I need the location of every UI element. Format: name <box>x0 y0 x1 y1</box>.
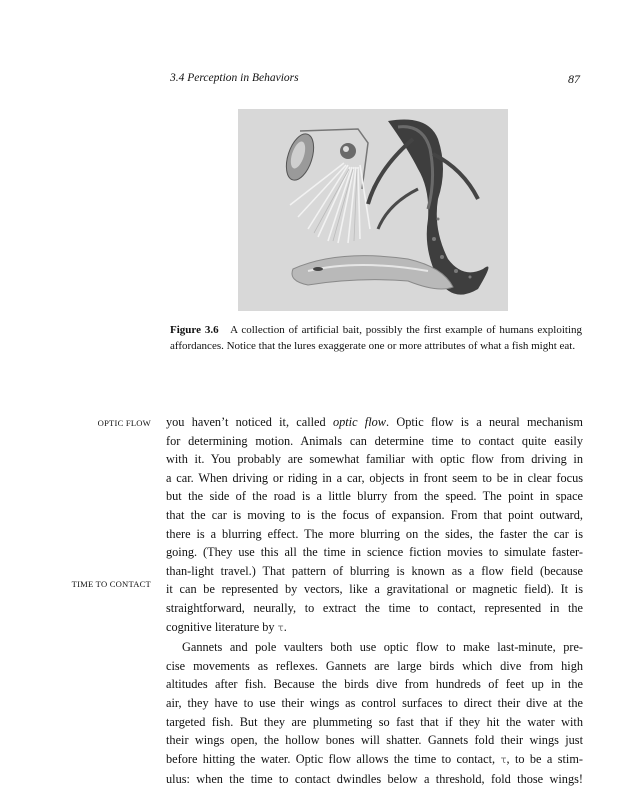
lures-illustration <box>238 109 508 311</box>
figure-caption-text: A collection of artificial bait, possibly the first example of humans exploiting affordances. Notice that the lures exaggerate one or more attributes of what a fish might eat. <box>170 324 583 352</box>
paragraph-line: cise movements as reflexes. Gannets are large birds which dive from high <box>166 658 583 673</box>
figure-photo-fishing-lures <box>238 109 508 311</box>
paragraph-line: it can be represented by vectors, like a gravitational or magnetic field). It is <box>166 582 583 597</box>
running-head <box>0 72 620 88</box>
text-run: . <box>283 619 287 634</box>
paragraph-line: a car. When driving or riding in a car, objects in front seem to be in clear focus <box>166 470 583 485</box>
paragraph-line: than-light travel.) That pattern of blurring is known as a flow field (because <box>166 563 583 578</box>
paragraph-line: but the side of the road is a little blurry from the speed. The point in space <box>166 489 583 504</box>
paragraph-line <box>166 750 583 771</box>
paragraph-line: Gannets and pole vaulters both use optic flow to make last-minute, pre- <box>182 640 583 655</box>
figure-label: Figure 3.6 <box>170 324 219 336</box>
text-run: you haven’t noticed it, called <box>166 415 333 429</box>
paragraph-line: with it. You probably are somewhat familiar with optic flow from driving in <box>166 452 583 467</box>
tau-symbol: τ <box>277 622 284 634</box>
term-optic-flow: optic flow <box>332 415 386 429</box>
paragraph-line: that the car is moving to is the focus of expansion. From that point outward, <box>166 507 583 522</box>
tau-symbol: τ <box>500 754 507 766</box>
text-run: . Optic flow is a neural mechanism <box>386 415 583 429</box>
paragraph-line: altitudes after fish. Because the birds dive from hundreds of feet up in the <box>166 677 583 692</box>
paragraph-line: their wings open, the hollow bones will shatter. Gannets fold their wings just <box>166 733 583 748</box>
paragraph-line: for determining motion. Animals can determine time to contact quite easily <box>166 433 583 448</box>
margin-note-time-to-contact: TIME TO CONTACT <box>71 579 151 589</box>
paragraph-line: targeted fish. But they are plummeting so fast that if they hit the water with <box>166 714 583 729</box>
page-number: 87 <box>568 72 580 86</box>
paragraph-line: there is a blurring effect. The more blurring on the sides, the faster the car is <box>166 526 583 541</box>
text-run: , to be a stim- <box>506 751 584 766</box>
body-text <box>166 413 583 789</box>
paragraph-line: ulus: when the time to contact dwindles below a threshold, fold those wings! <box>166 772 583 787</box>
figure-caption <box>170 323 582 354</box>
paragraph-line <box>166 413 583 432</box>
paragraph-line: straightforward, neurally, to extract the time to contact, represented in the <box>166 600 583 615</box>
paragraph-line: air, they have to use their wings as control surfaces to direct their dive at the <box>166 695 583 710</box>
section-title: 3.4 Perception in Behaviors <box>170 72 299 84</box>
text-run: cognitive literature by <box>166 619 278 634</box>
paragraph-line <box>166 618 583 639</box>
margin-note-optic-flow: OPTIC FLOW <box>97 418 151 428</box>
paragraph-line: going. (They use this all the time in science fiction movies to simulate faster- <box>166 545 583 560</box>
text-run: before hitting the water. Optic flow allows the time to contact, <box>166 751 501 766</box>
